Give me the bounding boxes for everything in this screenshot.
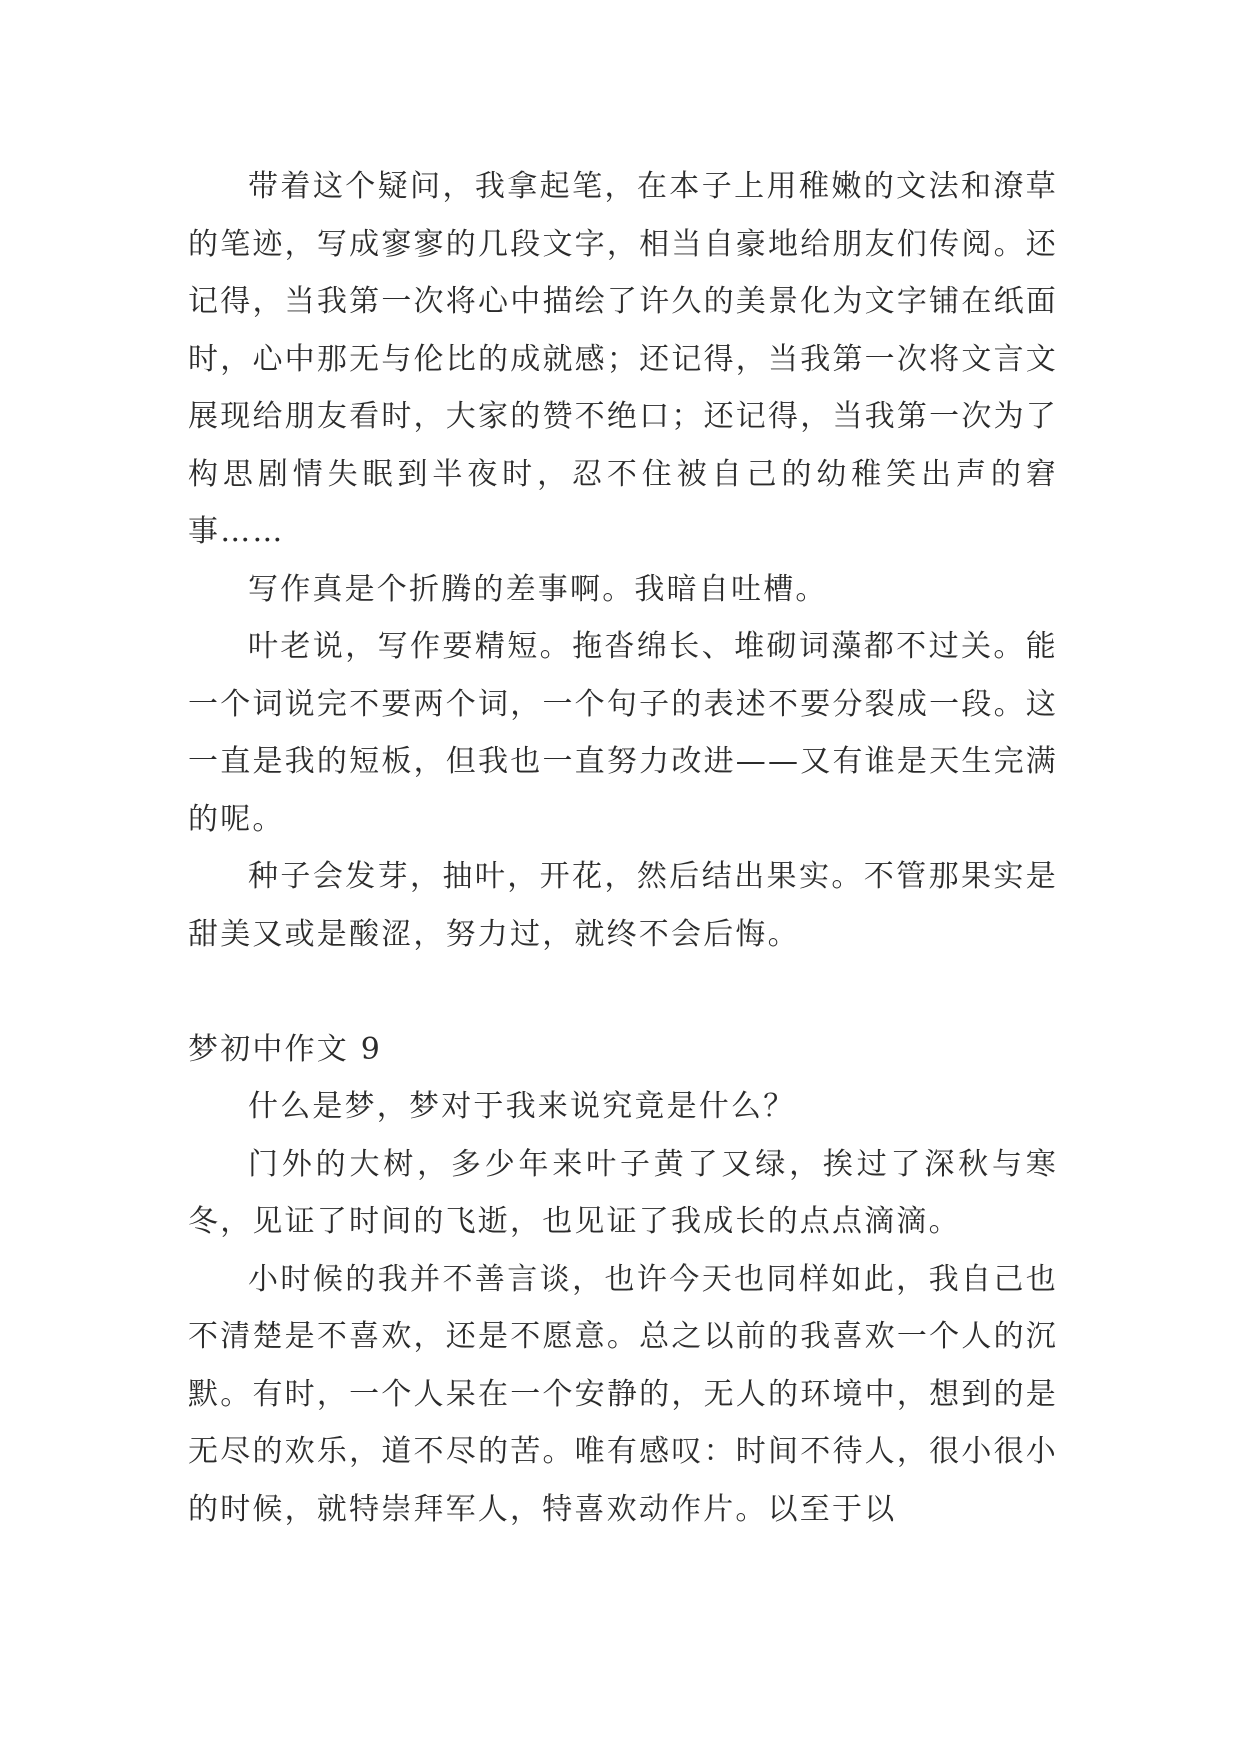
document-body — [188, 158, 1058, 1538]
paragraph: 带着这个疑问，我拿起笔，在本子上用稚嫩的文法和潦草的笔迹，写成寥寥的几段文字，相当自豪地给朋友们传阅。还记得，当我第一次将心中描绘了许久的美景化为文字铺在纸面时，心中那无与伦比的成就感；还记得，当我第一次将文言文展现给朋友看时，大家的赞不绝口；还记得，当我第一次为了构思剧情失眠到半夜时，忍不住被自己的幼稚笑出声的窘事…… — [188, 169, 1058, 549]
paragraph: 叶老说，写作要精短。拖沓绵长、堆砌词藻都不过关。能一个词说完不要两个词，一个句子的表述不要分裂成一段。这一直是我的短板，但我也一直努力改进——又有谁是天生完满的呢。 — [188, 629, 1058, 837]
paragraph: 小时候的我并不善言谈，也许今天也同样如此，我自己也不清楚是不喜欢，还是不愿意。总之以前的我喜欢一个人的沉默。有时，一个人呆在一个安静的，无人的环境中，想到的是无尽的欢乐，道不尽的苦。唯有感叹：时间不待人，很小很小的时候，就特崇拜军人，特喜欢动作片。以至于以 — [188, 1261, 1058, 1527]
paragraph: 写作真是个折腾的差事啊。我暗自吐槽。 — [248, 571, 828, 607]
paragraph: 门外的大树，多少年来叶子黄了又绿，挨过了深秋与寒冬，见证了时间的飞逝，也见证了我成长的点点滴滴。 — [188, 1146, 1058, 1239]
paragraph: 什么是梦，梦对于我来说究竟是什么？ — [248, 1089, 796, 1124]
section-spacer — [188, 963, 1058, 1021]
section-title: 梦初中作文 9 — [188, 1031, 383, 1067]
paragraph: 种子会发芽，抽叶，开花，然后结出果实。不管那果实是甜美又或是酸涩，努力过，就终不会后悔。 — [188, 859, 1058, 952]
